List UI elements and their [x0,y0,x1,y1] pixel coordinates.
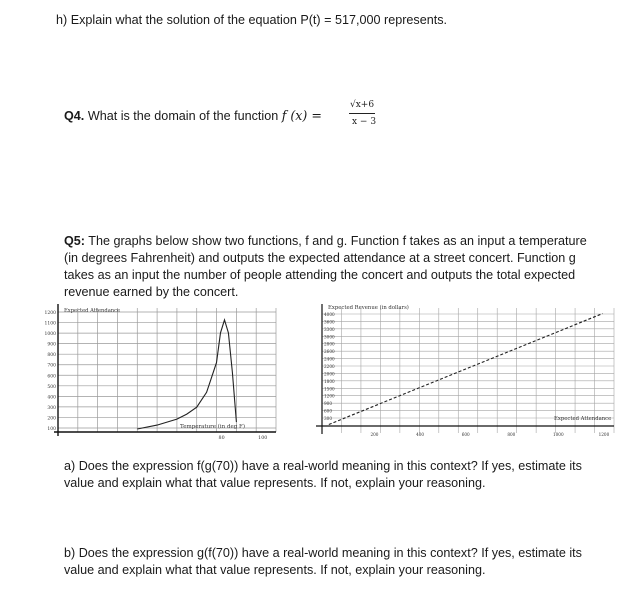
y-tick-label: 900 [47,342,56,348]
fraction-numerator: √x+6 [350,100,375,110]
y-tick-label: 600 [324,408,332,414]
question-5-line-3: takes as an input the number of people attending the concert and outputs the total expected [64,268,576,282]
attendance-chart [40,300,282,445]
revenue-line [329,314,603,425]
question-5b-line-1: b) Does the expression g(f(70)) have a real-world meaning in this context? If yes, estimate its [64,546,582,560]
question-5b [64,545,582,579]
y-tick-label: 400 [47,395,56,401]
chart-title: Expected Revenue (in dollars) [328,305,409,311]
y-tick-label: 2600 [324,349,335,355]
question-4 [64,107,322,125]
x-tick-label: 200 [370,432,379,437]
y-tick-label: 2800 [324,341,335,347]
y-tick-label: 300 [324,416,332,421]
x-tick-label: 400 [416,432,425,437]
x-tick-label: 1000 [552,432,564,437]
y-tick-label: 3000 [324,334,335,340]
y-tick-label: 3300 [324,326,335,332]
y-tick-label: 500 [47,384,56,390]
y-tick-label: 4000 [324,312,335,317]
y-tick-label: 1500 [324,386,335,392]
y-tick-label: 1200 [44,311,56,316]
y-tick-label: 700 [47,363,56,369]
question-5a [64,458,582,492]
question-5a-line-1: a) Does the expression f(g(70)) have a real-world meaning in this context? If yes, estimate its [64,459,582,473]
y-tick-label: 2400 [324,356,335,362]
y-tick-label: 1200 [324,393,335,399]
fraction-denominator: x − 3 [352,117,377,127]
x-tick-label: 80 [218,436,225,441]
x-axis-label: Temperature (in deg F) [180,424,245,430]
y-tick-label: 800 [47,353,56,359]
x-tick-label: 600 [461,432,470,437]
question-4-text: What is the domain of the function [87,109,279,123]
question-4-label: Q4. [64,109,85,123]
y-tick-label: 1100 [44,321,56,327]
attendance-curve [137,320,236,429]
question-5 [64,233,587,301]
fraction-bar [349,113,375,114]
question-5a-line-2: value and explain what that value represents. If not, explain your reasoning. [64,476,486,490]
y-tick-label: 100 [47,427,56,432]
y-tick-label: 900 [324,401,332,407]
y-tick-label: 600 [47,374,56,380]
question-5-label: Q5: [64,234,85,248]
question-5-line-1: The graphs below show two functions, f and g. Function f takes as an input a temperature [88,234,587,248]
y-tick-label: 2200 [324,364,335,369]
x-tick-label: 100 [258,436,268,441]
revenue-chart [302,300,620,445]
y-tick-label: 2000 [324,371,335,377]
chart-title: Expected Attendance [64,308,121,314]
question-h: h) Explain what the solution of the equation P(t) = 517,000 represents. [56,13,448,27]
y-tick-label: 300 [47,405,56,411]
y-tick-label: 3600 [324,319,335,325]
question-5b-line-2: value and explain what that value represents. If not, explain your reasoning. [64,563,486,577]
x-tick-label: 1200 [598,432,610,437]
x-tick-label: 800 [507,432,516,437]
question-5-line-2: (in degrees Fahrenheit) and outputs the expected attendance at a street concert. Function g [64,251,576,265]
y-tick-label: 200 [47,416,56,422]
y-tick-label: 1800 [324,378,335,384]
question-5-line-4: revenue earned by the concert. [64,285,239,299]
function-expression: f (x) = [281,108,322,123]
y-tick-label: 1000 [44,332,56,338]
x-axis-label: Expected Attendance [554,416,612,422]
